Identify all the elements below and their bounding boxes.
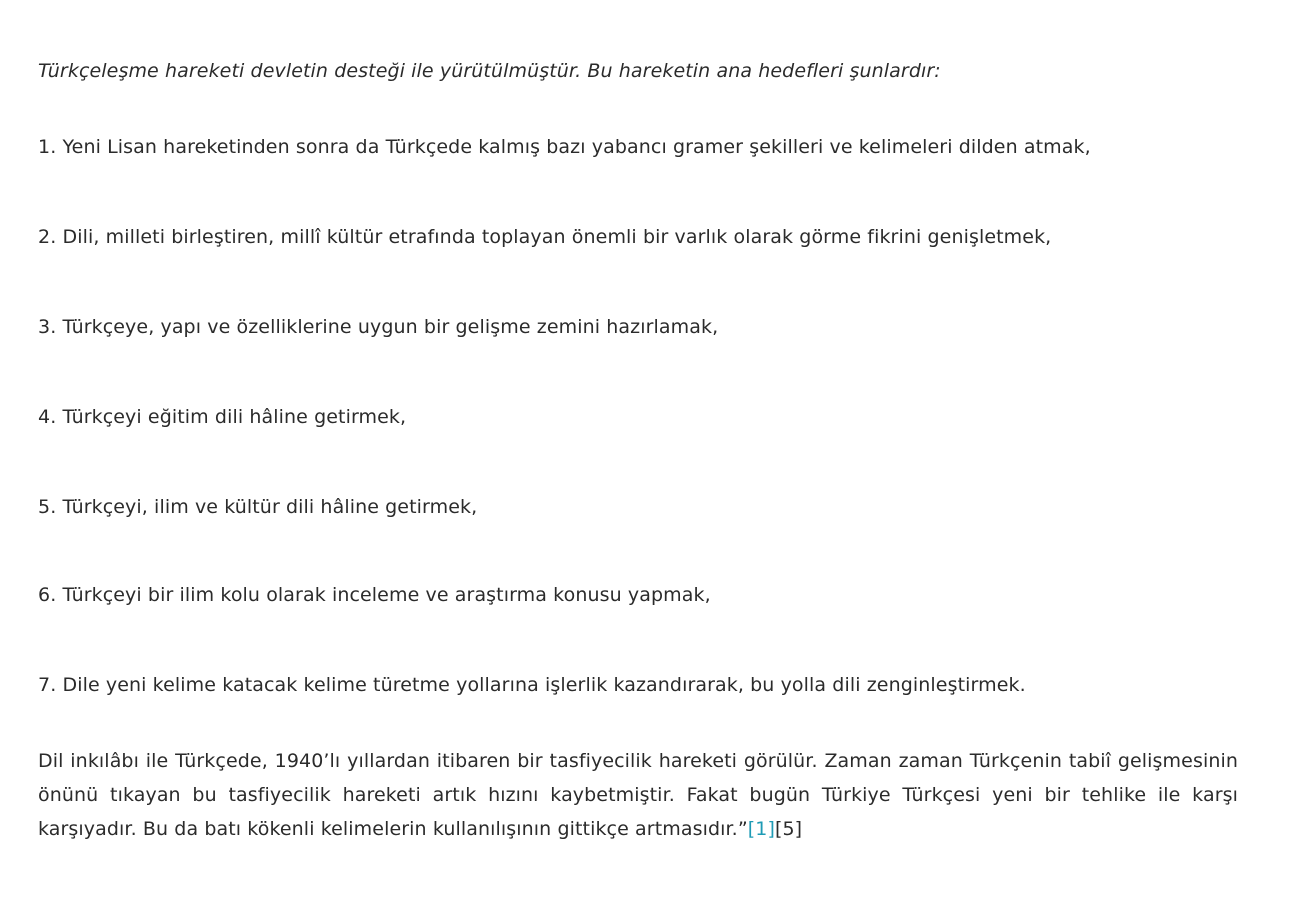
goal-item-6: 6. Türkçeyi bir ilim kolu olarak inceleme ve araştırma konusu yapmak, [38,584,711,606]
footnote-link-1[interactable]: [1] [747,818,775,840]
goal-item-7: 7. Dile yeni kelime katacak kelime türetme yollarına işlerlik kazandırarak, bu yolla dili zenginleştirmek. [38,674,1026,696]
goal-item-5: 5. Türkçeyi, ilim ve kültür dili hâline getirmek, [38,496,478,518]
goal-item-4: 4. Türkçeyi eğitim dili hâline getirmek, [38,406,407,428]
closing-text: Dil inkılâbı ile Türkçede, 1940’lı yıllardan itibaren bir tasfiyecilik hareketi görülür. Zaman zaman Türkçenin tabiî gelişmesinin önünü tıkayan bu tasfiyecilik hareketi artık hızını kaybetmiştir. Fakat bugün Türkiye Türkçesi yeni bir tehlike ile karşı karşıyadır. Bu da batı kökenli kelimelerin kullanılışının gittikçe artmasıdır.” [38,750,1238,840]
intro-paragraph: Türkçeleşme hareketi devletin desteği ile yürütülmüştür. Bu hareketin ana hedefleri şunlardır: [38,60,941,82]
goal-item-1: 1. Yeni Lisan hareketinden sonra da Türkçede kalmış bazı yabancı gramer şekilleri ve kelimeleri dilden atmak, [38,136,1091,158]
footnote-ref-5: [5] [774,818,803,840]
closing-paragraph [38,744,1238,846]
goal-item-2: 2. Dili, milleti birleştiren, millî kültür etrafında toplayan önemli bir varlık olarak görme fikrini genişletmek, [38,226,1052,248]
goal-item-3: 3. Türkçeye, yapı ve özelliklerine uygun bir gelişme zemini hazırlamak, [38,316,719,338]
